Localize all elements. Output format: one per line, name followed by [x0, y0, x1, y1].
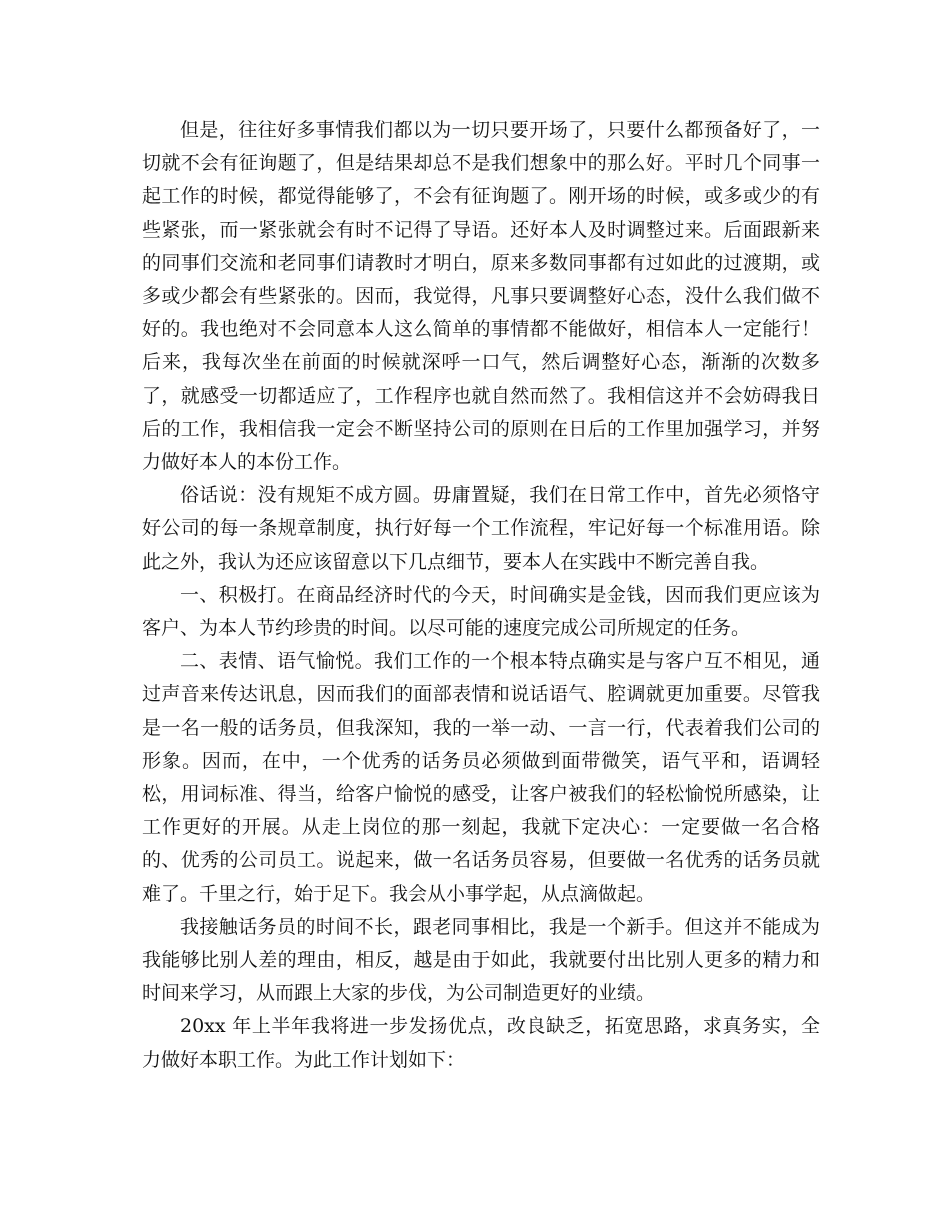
- paragraph: 但是，往往好多事情我们都以为一切只要开场了，只要什么都预备好了，一切就不会有征询题了，但是结果却总不是我们想象中的那么好。平时几个同事一起工作的时候，都觉得能够了，不会有征询题了。刚开场的时候，或多或少的有些紧张，而一紧张就会有时不记得了导语。还好本人及时调整过来。后面跟新来的同事们交流和老同事们请教时才明白，原来多数同事都有过如此的过渡期，或多或少都会有些紧张的。因而，我觉得，凡事只要调整好心态，没什么我们做不好的。我也绝对不会同意本人这么简单的事情都不能做好，相信本人一定能行！后来，我每次坐在前面的时候就深呼一口气，然后调整好心态，渐渐的次数多了，就感受一切都适应了，工作程序也就自然而然了。我相信这并不会妨碍我日后的工作，我相信我一定会不断坚持公司的原则在日后的工作里加强学习，并努力做好本人的本份工作。: [142, 119, 820, 474]
- paragraph: 一、积极打。在商品经济时代的今天，时间确实是金钱，因而我们更应该为客户、为本人节约珍贵的时间。以尽可能的速度完成公司所规定的任务。: [142, 583, 820, 640]
- paragraph: 俗话说：没有规矩不成方圆。毋庸置疑，我们在日常工作中，首先必须恪守好公司的每一条规章制度，执行好每一个工作流程，牢记好每一个标准用语。除此之外，我认为还应该留意以下几点细节，要本人在实践中不断完善自我。: [142, 484, 820, 573]
- paragraph: 20xx 年上半年我将进一步发扬优点，改良缺乏，拓宽思路，求真务实，全力做好本职工作。为此工作计划如下：: [142, 1015, 820, 1071]
- paragraph: 二、表情、语气愉悦。我们工作的一个根本特点确实是与客户互不相见，通过声音来传达讯息，因而我们的面部表情和说话语气、腔调就更加重要。尽管我是一名一般的话务员，但我深知，我的一举一动、一言一行，代表着我们公司的形象。因而，在中，一个优秀的话务员必须做到面带微笑，语气平和，语调轻松，用词标准、得当，给客户愉悦的感受，让客户被我们的轻松愉悦所感染，让工作更好的开展。从走上岗位的那一刻起，我就下定决心：一定要做一名合格的、优秀的公司员工。说起来，做一名话务员容易，但要做一名优秀的话务员就难了。千里之行，始于足下。我会从小事学起，从点滴做起。: [142, 650, 820, 905]
- document-body: [142, 114, 820, 1077]
- paragraph: 我接触话务员的时间不长，跟老同事相比，我是一个新手。但这并不能成为我能够比别人差的理由，相反，越是由于如此，我就要付出比别人更多的精力和时间来学习，从而跟上大家的步伐，为公司制造更好的业绩。: [142, 915, 820, 1005]
